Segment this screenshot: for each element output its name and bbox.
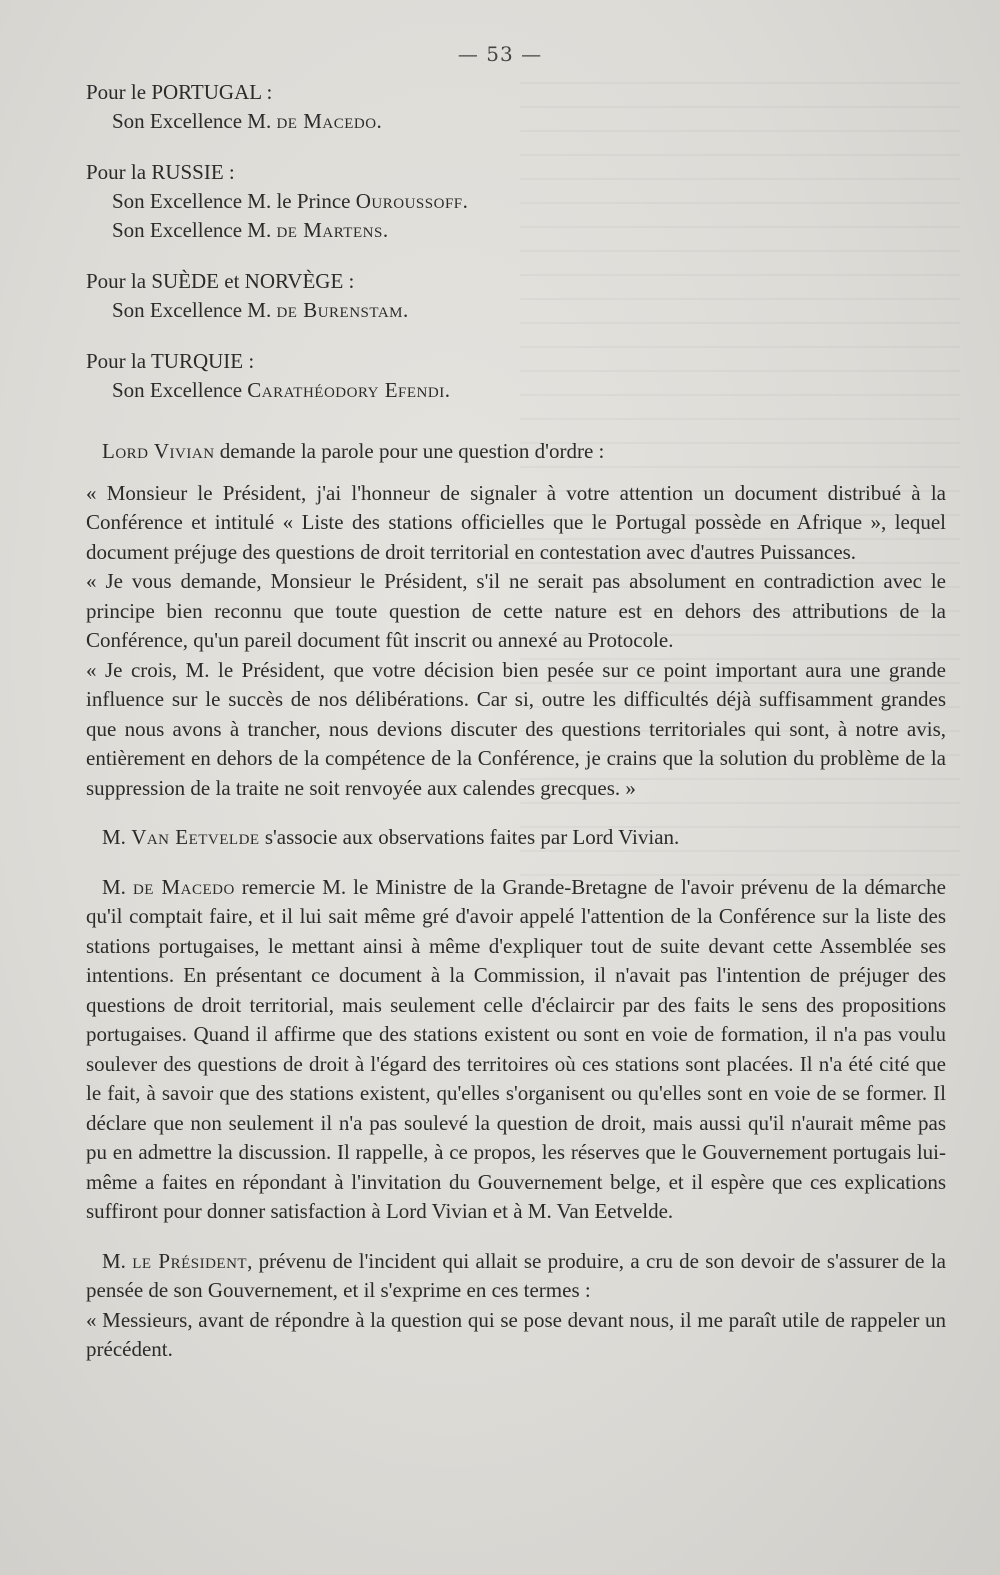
delegate-title: Son Excellence [112, 378, 248, 402]
country-heading: Pour la SUÈDE et NORVÈGE : [86, 269, 355, 293]
country-heading: Pour le PORTUGAL : [86, 80, 273, 104]
delegation-turquie [86, 347, 946, 405]
quote-paragraph: « Monsieur le Président, j'ai l'honneur de signaler à votre attention un document distribué à la Conférence et intitulé « Liste des stations officielles que le Portugal possède en Afrique », lequel document préjuge des questions de droit territorial en contestation avec d'autres Puissances. [86, 480, 946, 564]
delegation-portugal [86, 78, 946, 136]
page-content [86, 78, 946, 1365]
country-heading: Pour la RUSSIE : [86, 160, 235, 184]
speaker-name: Lord Vivian [102, 439, 215, 463]
paragraph-van-eetvelde [86, 823, 946, 853]
delegate-title: Son Excellence M. [112, 109, 277, 133]
delegate-suffix: . [444, 378, 450, 402]
speaker-name: Van Eetvelde [131, 825, 260, 849]
delegate-name: de Martens [276, 218, 383, 242]
delegate-line [112, 187, 946, 216]
paragraph-lord-vivian [86, 437, 946, 467]
delegate-title: Son Excellence M. [112, 298, 277, 322]
paragraph-de-macedo [86, 873, 946, 1227]
delegate-suffix: . [376, 109, 382, 133]
paragraph-text: demande la parole pour une question d'ordre : [214, 439, 605, 463]
quote-paragraph: « Je vous demande, Monsieur le Président, s'il ne serait pas absolument en contradiction avec le principe bien reconnu que toute question de cette nature est en dehors des attributions de la Conférence, qu'un pareil document fût inscrit ou annexé au Protocole. [86, 569, 946, 652]
speaker-prefix: M. [102, 825, 132, 849]
delegate-suffix: . [462, 189, 468, 213]
delegate-line [112, 216, 946, 245]
speaker-prefix: M. [102, 874, 133, 899]
paragraph-text: , prévenu de l'incident qui allait se produire, a cru de son devoir de s'assurer de la pensée de son Gouvernement, et il s'exprime en ces termes : [86, 1248, 946, 1302]
delegate-line [112, 376, 946, 405]
quote-paragraph: « Je crois, M. le Président, que votre décision bien pesée sur ce point important aura une grande influence sur le succès de nos délibérations. Car si, outre les difficultés déjà suffisamment grandes que nous avons à trancher, nous devions discuter des questions territoriales qui sont, à notre avis, entièrement en dehors de la compétence de la Conférence, je crains que la solution du problème de la suppression de la traite ne soit renvoyée aux calendes grecques. » [86, 657, 946, 800]
delegate-name: Ouroussoff [355, 189, 463, 213]
delegate-line [112, 296, 946, 325]
delegate-line [112, 107, 946, 136]
delegation-suede-norvege [86, 267, 946, 325]
quote-paragraph: « Messieurs, avant de répondre à la question qui se pose devant nous, il me paraît utile de rappeler un précédent. [86, 1307, 946, 1361]
paragraph-text: s'associe aux observations faites par Lord Vivian. [259, 825, 680, 849]
delegate-title: Son Excellence M. le Prince [112, 189, 356, 213]
delegate-name: Carathéodory Efendi [247, 378, 445, 402]
speaker-name: le Président [132, 1248, 248, 1273]
delegate-suffix: . [403, 298, 409, 322]
delegate-name: de Burenstam [276, 298, 404, 322]
delegation-russie [86, 158, 946, 245]
delegate-name: de Macedo [276, 109, 377, 133]
delegate-suffix: . [382, 218, 389, 242]
page-number: — 53 — [457, 42, 543, 66]
paragraph-text: remercie M. le Ministre de la Grande-Bretagne de l'avoir prévenu de la démarche qu'il comptait faire, et il lui sait même gré d'avoir appelé l'attention de la Conférence sur la liste des stations portugaises, le mettant ainsi à même d'expliquer tout de suite devant cette Assemblée ses intentions. En présentant ce document à la Commission, il n'avait pas l'intention de préjuger des questions de droit territorial, mais seulement celle d'éclaircir par des faits le sens des propositions portugaises. Quand il affirme que des stations existent ou sont en voie de formation, il n'a pas voulu soulever des questions de droit à l'égard des territoires où ces stations sont placées. Il n'a été cité que le fait, à savoir que des stations existent, qu'elles s'organisent ou qu'elles sont en voie de se former. Il déclare que non seulement il n'a pas soulevé la question de droit, mais aussi qu'il n'aurait même pas pu en admettre la discussion. Il rappelle, à ce propos, les réserves que le Gouvernement portugais lui-même a faites en répondant à l'invitation du Gouvernement belge, et il espère que ces explications suffiront pour donner satisfaction à Lord Vivian et à M. Van Eetvelde. [86, 874, 946, 1223]
paragraph-president [86, 1247, 946, 1306]
speaker-name: de Macedo [132, 874, 235, 899]
country-heading: Pour la TURQUIE : [86, 349, 255, 373]
speaker-prefix: M. [102, 1248, 133, 1273]
delegate-title: Son Excellence M. [112, 218, 277, 242]
